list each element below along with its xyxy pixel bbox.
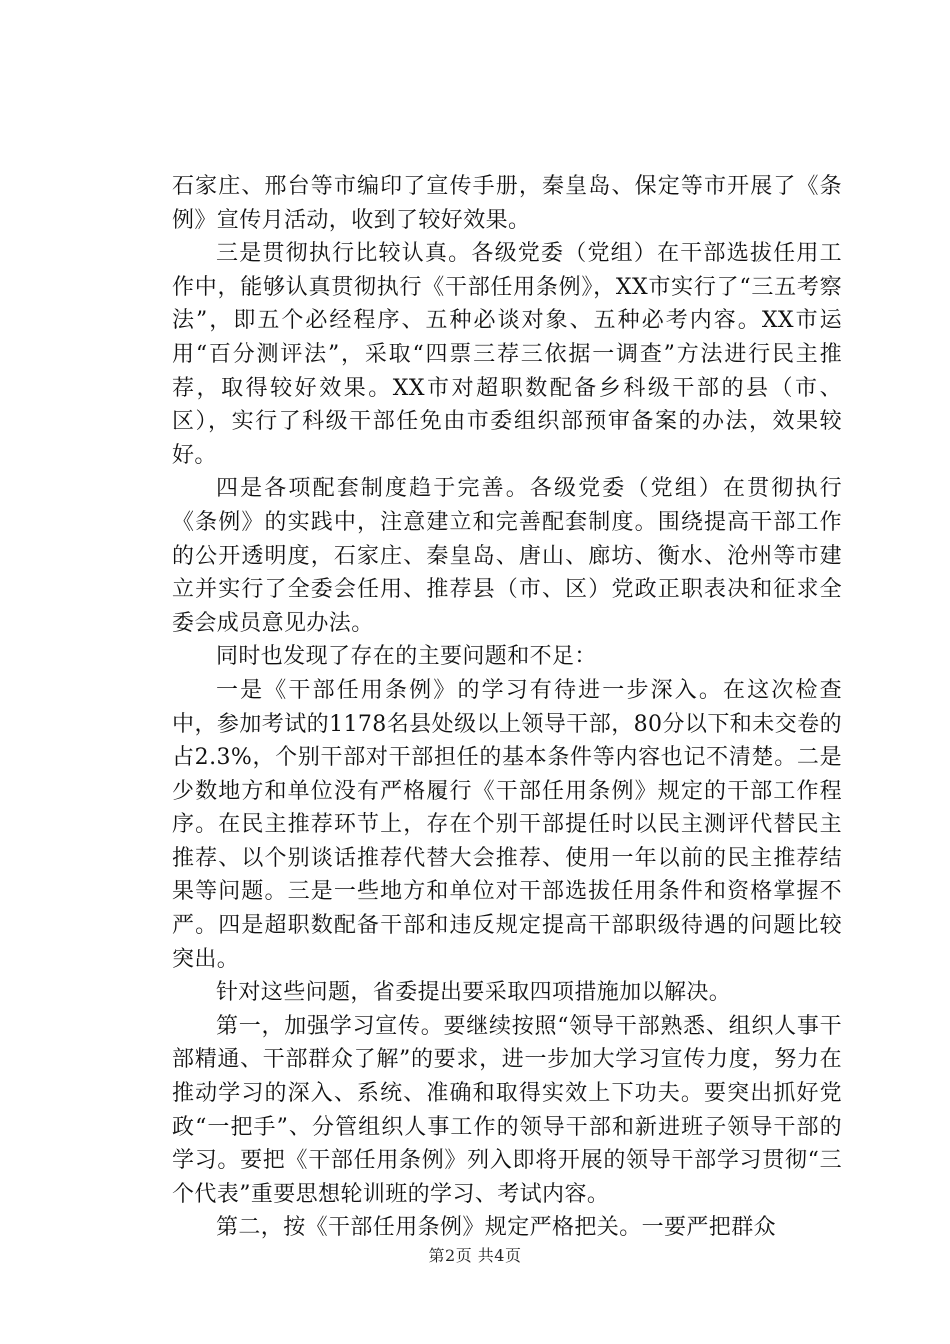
paragraph-6: 针对这些问题，省委提出要采取四项措施加以解决。 (216, 980, 732, 1006)
page-number-footer: 第2页 共4页 (428, 1246, 522, 1265)
paragraph-2: 三是贯彻执行比较认真。各级党委（党组）在干部选拔任用工作中，能够认真贯彻执行《干部任用条例》，XX市实行了“三五考察法”，即五个必经程序、五种必谈对象、五种必考内容。XX市运用“百分测评法”，采取“四票三荐三依据一调查”方法进行民主推荐，取得较好效果。XX市对超职数配备乡科级干部的县（市、区），实行了科级干部任免由市委组织部预审备案的办法，效果较好。 (172, 241, 842, 468)
document-body (172, 170, 842, 1245)
paragraph-4: 同时也发现了存在的主要问题和不足： (216, 644, 597, 670)
paragraph-3: 四是各项配套制度趋于完善。各级党委（党组）在贯彻执行《条例》的实践中，注意建立和完善配套制度。围绕提高干部工作的公开透明度，石家庄、秦皇岛、唐山、廊坊、衡水、沧州等市建立并实行了全委会任用、推荐县（市、区）党政正职表决和征求全委会成员意见办法。 (172, 476, 842, 636)
paragraph-5: 一是《干部任用条例》的学习有待进一步深入。在这次检查中，参加考试的1178名县处级以上领导干部，80分以下和未交卷的占2.3%，个别干部对干部担任的基本条件等内容也记不清楚。二是少数地方和单位没有严格履行《干部任用条例》规定的干部工作程序。在民主推荐环节上，存在个别干部提任时以民主测评代替民主推荐、以个别谈话推荐代替大会推荐、使用一年以前的民主推荐结果等问题。三是一些地方和单位对干部选拔任用条件和资格掌握不严。四是超职数配备干部和违反规定提高干部职级待遇的问题比较突出。 (172, 677, 842, 972)
paragraph-1: 石家庄、邢台等市编印了宣传手册，秦皇岛、保定等市开展了《条例》宣传月活动，收到了较好效果。 (172, 174, 842, 233)
paragraph-7: 第一，加强学习宣传。要继续按照“领导干部熟悉、组织人事干部精通、干部群众了解”的要求，进一步加大学习宣传力度，努力在推动学习的深入、系统、准确和取得实效上下功夫。要突出抓好党政“一把手”、分管组织人事工作的领导干部和新进班子领导干部的学习。要把《干部任用条例》列入即将开展的领导干部学习贯彻“三个代表”重要思想轮训班的学习、考试内容。 (172, 1013, 842, 1207)
paragraph-8: 第二，按《干部任用条例》规定严格把关。一要严把群众 (216, 1215, 777, 1241)
